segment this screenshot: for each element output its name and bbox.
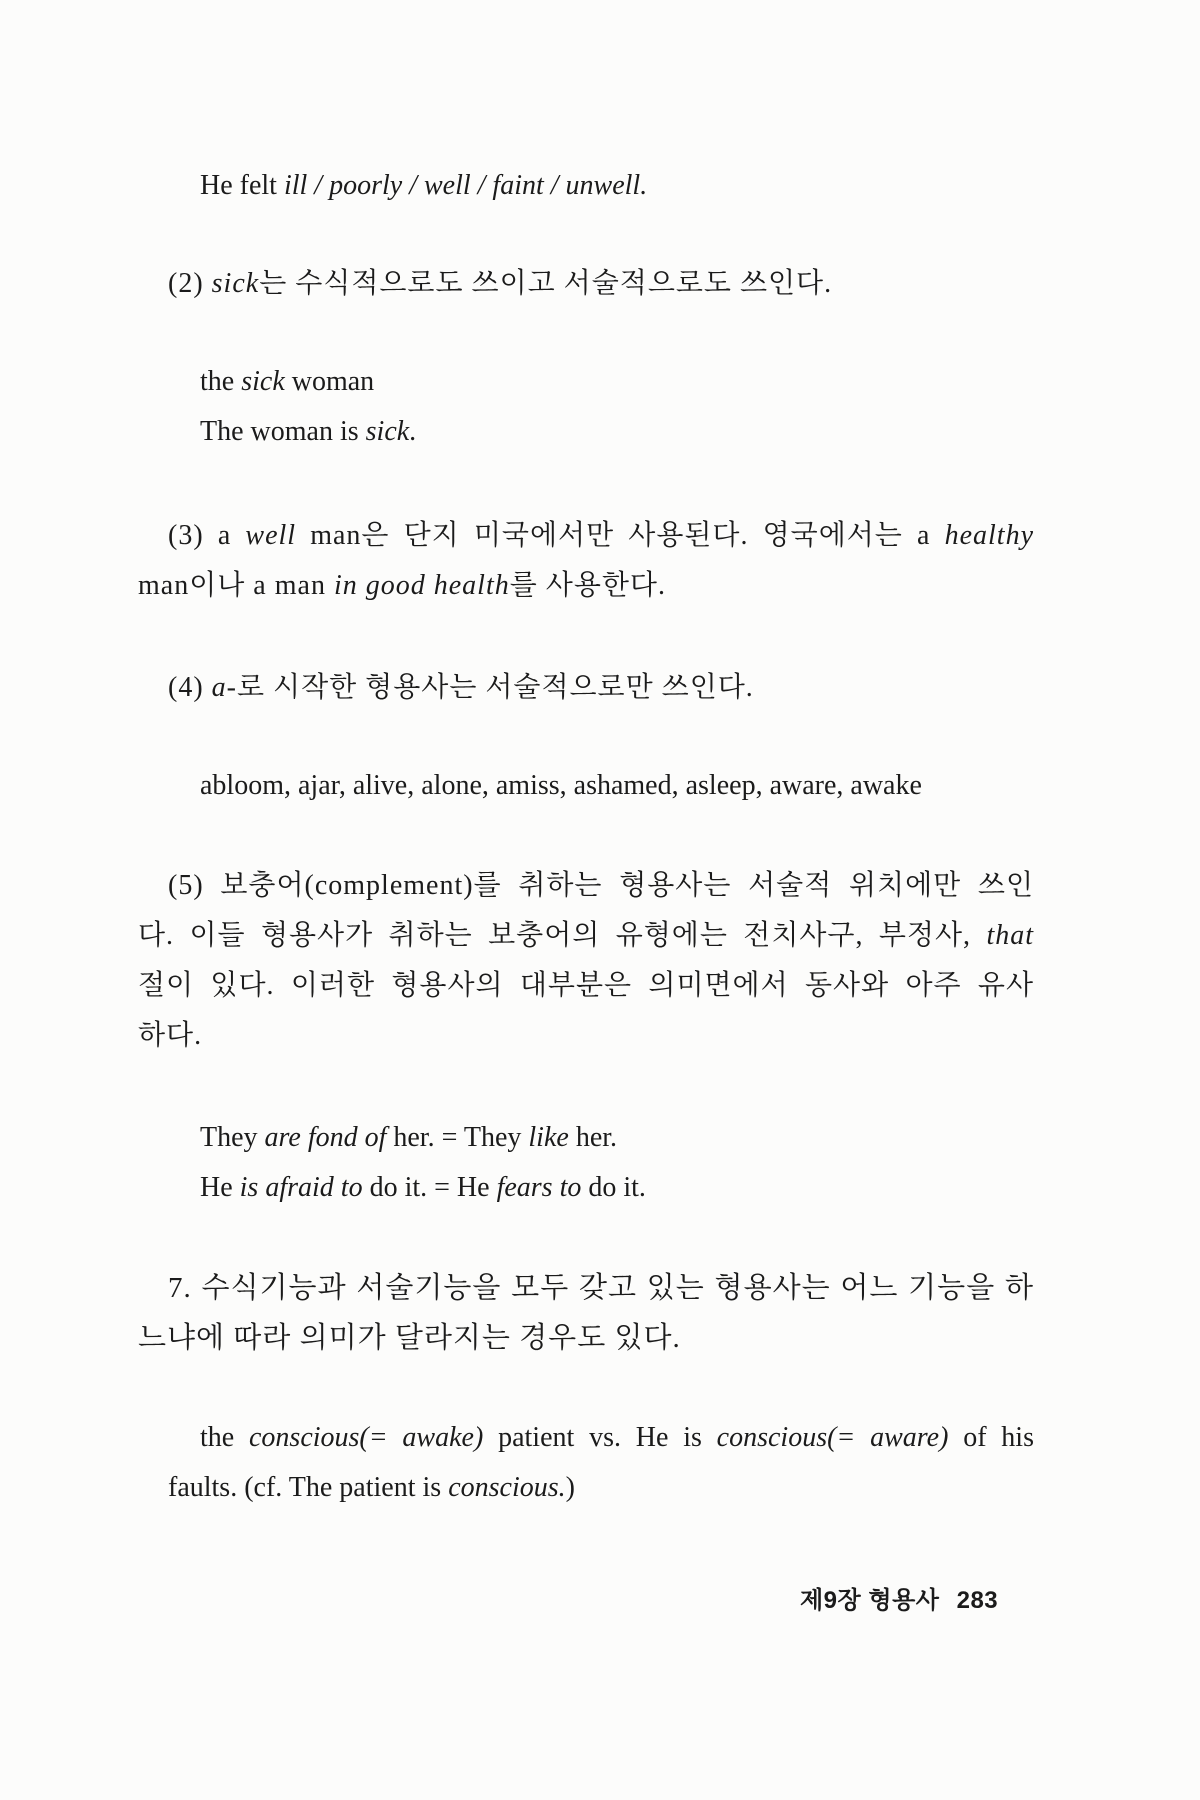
item-3-line-2 xyxy=(138,566,666,606)
item-5-line-4 xyxy=(138,1016,202,1056)
ex5-l2-e: do it. xyxy=(581,1172,646,1203)
item-3-text1: man은 단지 미국에서만 사용된다. 영국에서는 a xyxy=(296,520,945,551)
ex7-l2-b: conscious. xyxy=(448,1472,566,1503)
item-4-number: (4) xyxy=(168,672,212,703)
example-conscious-1 xyxy=(200,1418,1034,1458)
item-5-line3-text: 절이 있다. 이러한 형용사의 대부분은 의미면에서 동사와 아주 유사 xyxy=(138,970,1034,1001)
item-3-number: (3) xyxy=(168,520,218,551)
item-2-text: 는 수식적으로도 쓰이고 서술적으로도 쓰인다. xyxy=(259,268,833,299)
item-3-well: well xyxy=(245,520,297,551)
example-sick-woman-2 xyxy=(200,412,416,452)
ex7-l1-d: conscious(= aware) xyxy=(716,1422,949,1453)
example-2-line2-suffix: . xyxy=(409,416,417,447)
ex7-l2-a: faults. (cf. The patient is xyxy=(168,1472,449,1503)
item-7-line-1 xyxy=(168,1268,1034,1308)
example-conscious-2 xyxy=(168,1468,575,1508)
ex5-l1-b: are fond of xyxy=(264,1122,387,1153)
ex5-l2-b: is afraid to xyxy=(239,1172,363,1203)
example-sick-woman-1 xyxy=(200,362,374,402)
item-3-line2-start: man이나 a man xyxy=(138,570,334,601)
item-3-in-good-health: in good health xyxy=(333,570,510,601)
item-2-number: (2) xyxy=(168,268,212,299)
item-4-prefix: a- xyxy=(211,672,237,703)
example-fond-of xyxy=(200,1118,617,1158)
item-2 xyxy=(168,264,832,304)
ex5-l1-e: her. xyxy=(568,1122,618,1153)
item-7-line1-text: 7. 수식기능과 서술기능을 모두 갖고 있는 형용사는 어느 기능을 하 xyxy=(168,1272,1034,1304)
ex5-l2-d: fears to xyxy=(496,1172,582,1203)
page-footer xyxy=(800,1584,998,1618)
example-a-adjectives-words: abloom, ajar, alive, alone, amiss, ashamed, asleep, aware, awake xyxy=(200,770,922,801)
example-2-line1-prefix: the xyxy=(200,366,242,397)
example-2-line2-prefix: The woman is xyxy=(200,416,366,447)
example-he-felt-alternatives: ill / poorly / well / faint / unwell. xyxy=(283,170,648,201)
example-2-line1-word: sick xyxy=(241,366,285,397)
ex5-l2-a: He xyxy=(200,1172,240,1203)
ex5-l2-c: do it. = He xyxy=(362,1172,497,1203)
ex7-l1-c: patient vs. He is xyxy=(483,1422,717,1453)
item-4-text: 로 시작한 형용사는 서술적으로만 쓰인다. xyxy=(236,672,754,703)
item-5-line-2 xyxy=(138,916,1034,956)
ex5-l1-a: They xyxy=(200,1122,265,1153)
item-3-line2-end: 를 사용한다. xyxy=(509,570,666,601)
item-3-line-1 xyxy=(168,516,1034,556)
example-he-felt-prefix: He felt xyxy=(200,170,284,201)
item-5-that: that xyxy=(986,920,1034,951)
item-5-line-1 xyxy=(168,866,1034,906)
item-5-line1-text: (5) 보충어(complement)를 취하는 형용사는 서술적 위치에만 쓰인 xyxy=(168,870,1034,901)
example-he-felt xyxy=(200,166,647,206)
example-a-adjectives xyxy=(200,766,922,806)
item-3-a: a xyxy=(217,520,246,551)
example-2-line2-word: sick xyxy=(365,416,410,447)
ex5-l1-d: like xyxy=(528,1122,569,1153)
item-5-line4-text: 하다. xyxy=(138,1020,203,1051)
item-5-line-3 xyxy=(138,966,1034,1006)
item-7-line-2 xyxy=(138,1318,681,1358)
page-number: 283 xyxy=(956,1587,999,1614)
ex5-l1-c: her. = They xyxy=(386,1122,529,1153)
item-7-line2-text: 느냐에 따라 의미가 달라지는 경우도 있다. xyxy=(138,1322,681,1354)
ex7-l1-e: of his xyxy=(948,1422,1034,1453)
item-5-line2-text: 다. 이들 형용사가 취하는 보충어의 유형에는 전치사구, 부정사, xyxy=(138,920,987,951)
ex7-l1-b: conscious(= awake) xyxy=(249,1422,484,1453)
example-2-line1-suffix: woman xyxy=(284,366,375,397)
chapter-title: 제9장 형용사 xyxy=(800,1587,940,1614)
ex7-l2-c: ) xyxy=(565,1472,575,1503)
example-afraid-to xyxy=(200,1168,646,1208)
item-2-term: sick xyxy=(211,268,260,299)
item-3-healthy: healthy xyxy=(944,520,1035,551)
item-4 xyxy=(168,668,754,708)
ex7-l1-a: the xyxy=(200,1422,249,1453)
